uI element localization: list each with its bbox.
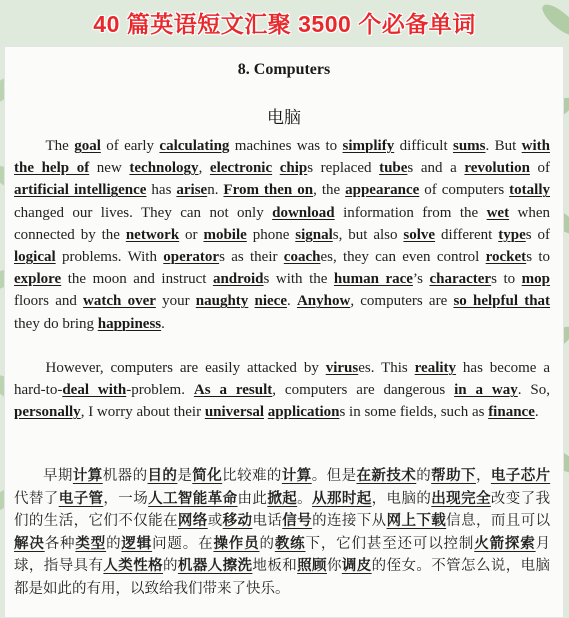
vocab-word: niece (254, 293, 287, 310)
vocab-word: 教练 (274, 535, 306, 552)
article-subtitle: 电脑 (267, 108, 301, 128)
vocab-word: revolution (464, 160, 530, 177)
vocab-word: 在新 (356, 468, 387, 484)
vocab-word: 网上下载 (386, 513, 447, 530)
vocab-word: happiness (97, 315, 162, 332)
vocab-word: personally (14, 404, 81, 421)
vocab-word: mobile (203, 226, 247, 243)
paragraph-text: 早期计算机器的目的是简化比较难的计算。但是在新技术的帮助下，电子芯片代替了电子管，一场人工智能革命由此掀起。从那时起，电脑的出现完全改变了我们的生活，它们不仅能在网络或移动电话信号的连接下从网上下载信息，而且可以解决各种类型的逻辑问题。在操作员的教练下，它们甚至还可以控制火箭探索月球，指导具有人类性格的机器人擦洗地板和照顾你调皮的侄女。不管怎么说，电脑都是如此的有用，以致给我们带来了快乐。 (14, 468, 551, 597)
vocab-word: tube (379, 160, 408, 177)
article-page (4, 46, 564, 618)
vocab-word: 类型 (75, 535, 107, 552)
article-title: 8. Computers (237, 61, 331, 78)
banner-title: 40 篇英语短文汇聚 3500 个必备单词 (93, 10, 476, 37)
vocab-word: appearance (345, 182, 420, 199)
vocab-word: wet (486, 204, 510, 221)
vocab-word: As a result (193, 382, 273, 399)
vocab-word: in a way (454, 382, 518, 399)
vocab-word: virus (325, 360, 359, 376)
vocab-word: so helpful that (453, 293, 551, 310)
vocab-word: naughty (195, 293, 249, 310)
vocab-word: rocket (485, 249, 527, 266)
vocab-word: Anyhow (296, 293, 351, 310)
vocab-word: technology (129, 160, 199, 177)
vocab-word: calculating (159, 138, 230, 154)
vocab-word: 机器人擦洗 (177, 558, 253, 575)
vocab-word: 计算 (281, 468, 312, 484)
vocab-word: 人工智能革命 (148, 490, 238, 507)
vocab-word: watch over (83, 293, 156, 310)
vocab-word: simplify (342, 138, 395, 154)
vocab-word: 目的 (147, 468, 178, 484)
vocab-word: application (267, 404, 340, 421)
vocab-word: character (429, 271, 492, 288)
vocab-word: 网络 (177, 513, 208, 530)
vocab-word: 掀起 (267, 490, 298, 507)
vocab-word: 信号 (282, 513, 313, 530)
english-paragraph-2 (14, 357, 550, 424)
paragraph-text: However, computers are easily attacked by viruses. This reality has become a hard-to-deal with-problem. As a result, computers are dangerous in a way. So, personally, I worry about their universal applications in some fields, such as finance. (14, 360, 550, 421)
vocab-word: 移动 (222, 513, 253, 530)
vocab-word: 电子芯片 (490, 468, 551, 484)
vocab-word: totally (509, 182, 550, 199)
vocab-word: coach (283, 249, 321, 266)
vocab-word: 照顾 (297, 558, 327, 575)
vocab-word: artificial intelligence (14, 182, 147, 199)
vocab-word: 从那时起 (312, 490, 372, 507)
vocab-word: 帮助下 (431, 468, 476, 484)
vocab-word: 火箭探索 (474, 535, 536, 552)
vocab-word: 解决 (14, 535, 45, 552)
vocab-word: with the help of (14, 138, 550, 177)
vocab-word: 计算 (72, 468, 103, 484)
vocab-word: operator (163, 249, 220, 266)
vocab-word: 电子管 (58, 490, 104, 507)
vocab-word: 调皮 (341, 558, 372, 575)
vocab-word: 简化 (192, 468, 223, 484)
vocab-word: 逻辑 (121, 535, 153, 552)
vocab-word: goal (74, 138, 101, 154)
vocab-word: android (212, 271, 264, 288)
vocab-word: arise (176, 182, 208, 199)
vocab-word: chip (279, 160, 308, 177)
paragraph-text: The goal of early calculating machines was to simplify difficult sums. But with the help of new technology, electronic chips replaced tubes and a revolution of artificial intelligence has arisen. From then on, the appearance of computers totally changed our lives. They can not only download information from the wet when connected by the network or mobile phone signals, but also solve different types of logical problems. With operators as their coaches, they can even control rockets to explore the moon and instruct androids with the human race’s characters to mop floors and watch over your naughty niece. Anyhow, computers are so helpful that they do bring happiness. (14, 138, 551, 332)
vocab-word: 出现 (431, 490, 462, 507)
vocab-word: explore (14, 271, 62, 288)
vocab-word: download (272, 204, 335, 221)
vocab-word: electronic (209, 160, 273, 177)
chinese-paragraph (14, 465, 550, 601)
vocab-word: 人类性格 (103, 558, 164, 575)
vocab-word: finance (488, 404, 535, 421)
vocab-word: signal (295, 226, 333, 243)
vocab-word: 完全 (461, 490, 491, 507)
vocab-word: 技术 (386, 468, 417, 484)
vocab-word: human race (333, 271, 413, 288)
vocab-word: reality (414, 360, 457, 376)
vocab-word: universal (204, 404, 265, 421)
vocab-word: solve (403, 226, 436, 243)
vocab-word: network (125, 226, 180, 243)
vocab-word: From then on (223, 182, 314, 199)
vocab-word: logical (14, 249, 56, 266)
vocab-word: type (498, 226, 526, 243)
vocab-word: sums (452, 138, 486, 154)
vocab-word: mop (521, 271, 550, 288)
english-paragraph-1 (14, 135, 550, 335)
vocab-word: deal with (62, 382, 127, 399)
vocab-word: 操作员 (213, 535, 260, 552)
banner (0, 0, 569, 44)
